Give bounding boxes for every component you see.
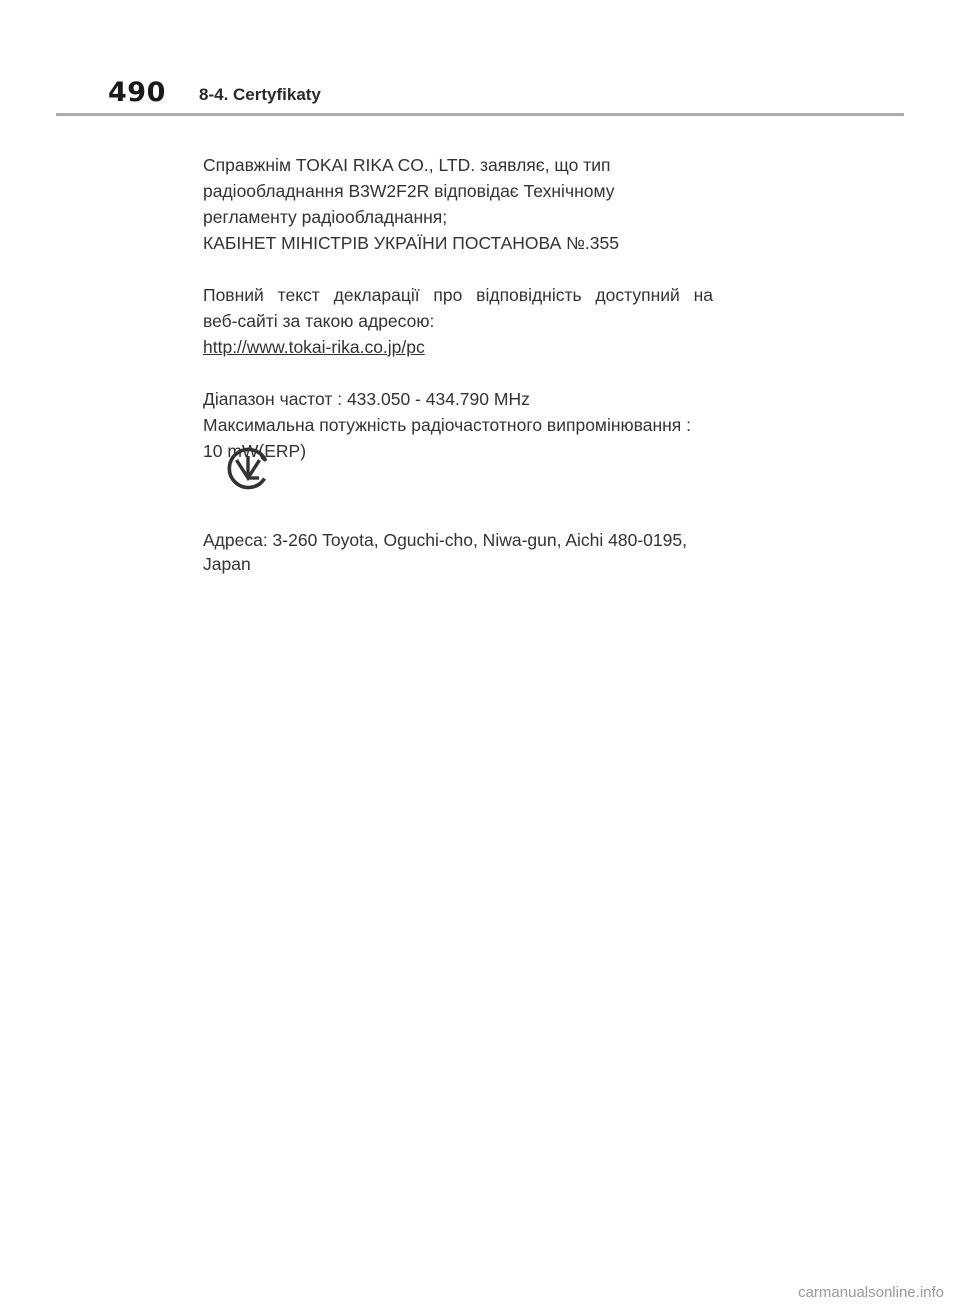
max-power-label: Максимальна потужність радіочастотного випромінювання : [203, 415, 691, 435]
footer-watermark: carmanualsonline.info [798, 1284, 944, 1301]
declaration-content [203, 152, 713, 464]
max-power-value: 10 mW(ERP) [203, 441, 307, 461]
page-number: 490 [108, 77, 166, 108]
declaration-line-4: КАБІНЕТ МІНІСТРІВ УКРАЇНИ ПОСТАНОВА №.355 [203, 233, 619, 253]
frequency-range: Діапазон частот : 433.050 - 434.790 MHz [203, 389, 530, 409]
address-line-1: Адреса: 3-260 Toyota, Oguchi-cho, Niwa-gun, Aichi 480-0195, [203, 530, 687, 550]
declaration-line-2: радіообладнання B3W2F2R відповідає Технічному [203, 181, 615, 201]
ukraine-conformity-mark-icon [223, 444, 273, 494]
declaration-line-1: Справжнім TOKAI RIKA CO., LTD. заявляє, що тип [203, 155, 611, 175]
header-divider [56, 113, 904, 116]
address-block [203, 528, 713, 576]
declaration-url-link[interactable]: http://www.tokai-rika.co.jp/pc [203, 337, 425, 357]
full-text-line-2: веб-сайті за такою адресою: [203, 311, 435, 331]
declaration-line-3: регламенту радіообладнання; [203, 207, 448, 227]
address-line-2: Japan [203, 554, 251, 574]
section-title: 8-4. Certyfikaty [199, 85, 321, 104]
full-text-line-1: Повний текст декларації про відповідність доступний на [203, 285, 713, 305]
